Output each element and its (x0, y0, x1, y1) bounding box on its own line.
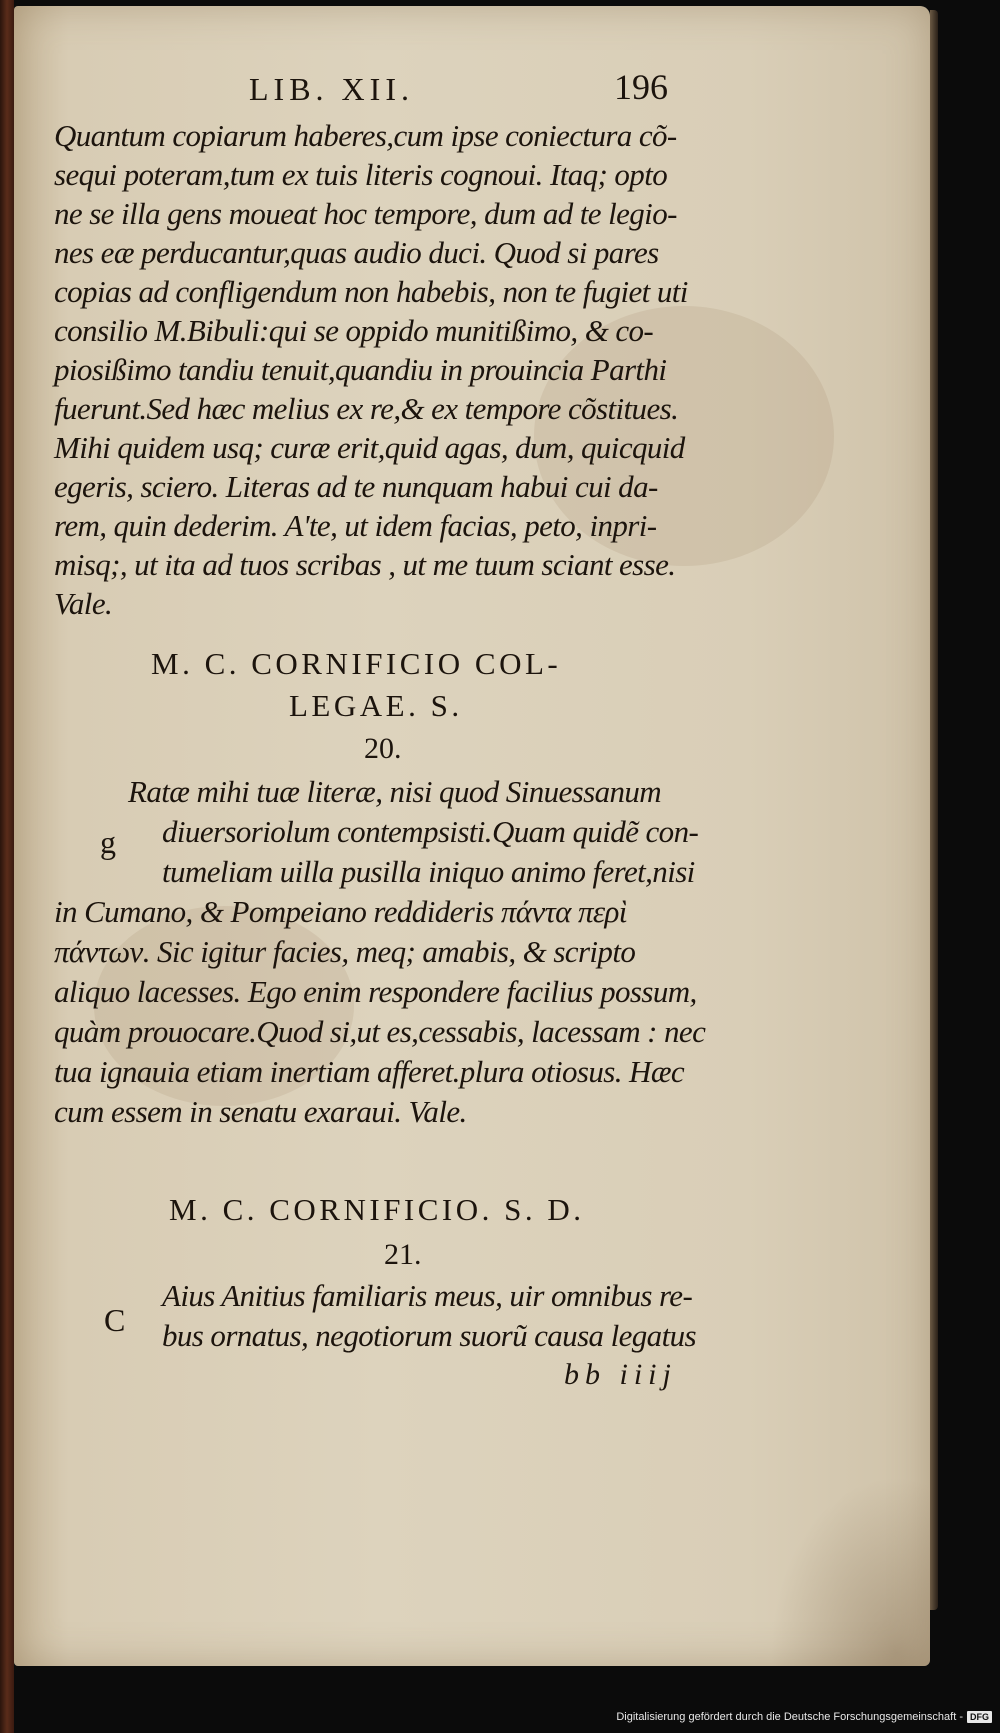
text-line: ne se illa gens moueat hoc tempore, dum ad te legio- (54, 196, 677, 231)
letter-heading: M. C. CORNIFICIO COL- (151, 646, 562, 681)
text-line: cum essem in senatu exaraui. Vale. (54, 1094, 467, 1129)
text-line: egeris, sciero. Literas ad te nunquam habui cui da- (54, 469, 658, 504)
text-line: quàm prouocare.Quod si,ut es,cessabis, lacessam : nec (54, 1014, 706, 1049)
text-line: rem, quin dederim. A'te, ut idem facias, peto, inpri- (54, 508, 657, 543)
text-line: bus ornatus, negotiorum suorũ causa legatus (162, 1318, 696, 1353)
digitization-credit (616, 1711, 992, 1723)
page-number: 196 (614, 67, 668, 107)
text-line: consilio M.Bibuli:qui se oppido munitißimo, & co- (54, 313, 654, 348)
text-line: nes eæ perducantur,quas audio duci. Quod si pares (54, 235, 659, 270)
text-line: fuerunt.Sed hæc melius ex re,& ex tempore cõstitues. (54, 391, 679, 426)
marginal-letter: C (104, 1302, 126, 1338)
letter-heading: LEGAE. S. (289, 688, 463, 723)
text-line: piosißimo tandiu tenuit,quandiu in prouincia Parthi (54, 352, 667, 387)
text-line: sequi poteram,tum ex tuis literis cognoui. Itaq; opto (54, 157, 668, 192)
book-page (14, 6, 930, 1666)
marginal-letter: g (100, 824, 116, 860)
letter-number: 20. (364, 732, 402, 765)
text-line: aliquo lacesses. Ego enim respondere facilius possum, (54, 974, 697, 1009)
text-line: tumeliam uilla pusilla iniquo animo feret,nisi (162, 854, 695, 889)
text-line: tua ignauia etiam inertiam afferet.plura otiosus. Hæc (54, 1054, 685, 1089)
text-line: in Cumano, & Pompeiano reddideris πάντα περὶ (54, 894, 627, 929)
text-line: Ratæ mihi tuæ literæ, nisi quod Sinuessanum (128, 774, 662, 809)
text-line: copias ad confligendum non habebis, non te fugiet uti (54, 274, 688, 309)
text-line: misq;, ut ita ad tuos scribas , ut me tuum sciant esse. (54, 547, 676, 582)
credit-text: Digitalisierung gefördert durch die Deutsche Forschungsgemeinschaft - (616, 1711, 963, 1723)
dfg-logo: DFG (967, 1711, 992, 1723)
text-line: πάντων. Sic igitur facies, meq; amabis, & scripto (54, 934, 636, 969)
page-corner-shadow (770, 1476, 930, 1666)
running-header: LIB. XII. (249, 71, 414, 107)
text-line: Aius Anitius familiaris meus, uir omnibus re- (162, 1278, 693, 1313)
text-line: Vale. (54, 586, 113, 621)
text-line: diuersoriolum contempsisti.Quam quidẽ con- (162, 814, 699, 849)
page-edge (930, 10, 938, 1610)
book-spine (0, 0, 14, 1733)
letter-number: 21. (384, 1238, 422, 1271)
letter-heading: M. C. CORNIFICIO. S. D. (169, 1192, 585, 1227)
text-line: Quantum copiarum haberes,cum ipse coniectura cõ- (54, 118, 677, 153)
signature-mark: bb iiij (564, 1358, 677, 1391)
text-line: Mihi quidem usq; curæ erit,quid agas, dum, quicquid (54, 430, 685, 465)
